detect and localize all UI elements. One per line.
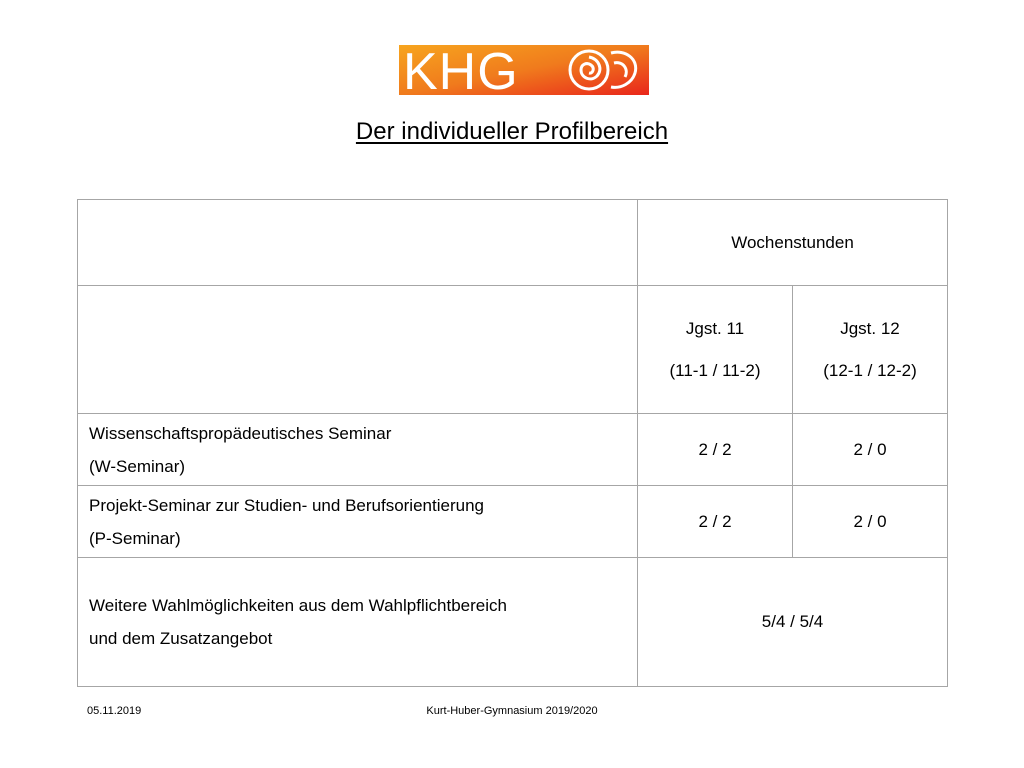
table-row-header	[78, 200, 948, 286]
row-label-line1: Projekt-Seminar zur Studien- und Berufsorientierung	[89, 495, 484, 515]
empty-cell	[78, 200, 638, 286]
jgst-11-value: 2 / 2	[638, 486, 793, 558]
combined-value: 5/4 / 5/4	[638, 558, 948, 687]
empty-cell	[78, 286, 638, 414]
profile-table	[77, 199, 948, 687]
jgst-12-sub: (12-1 / 12-2)	[823, 360, 917, 380]
page-title: Der individueller Profilbereich	[355, 118, 669, 145]
jgst-11-label: Jgst. 11	[685, 318, 745, 338]
khg-logo-graphic	[399, 45, 649, 95]
jgst-12-cell	[793, 286, 948, 414]
footer-date: 05.11.2019	[87, 705, 142, 717]
logo-text: KHG	[403, 45, 519, 95]
table-row-jgst	[78, 286, 948, 414]
row-label-cell	[78, 414, 638, 486]
wochenstunden-header: Wochenstunden	[638, 200, 948, 286]
row-label-cell	[78, 486, 638, 558]
row-label-line1: Wissenschaftspropädeutisches Seminar	[89, 423, 392, 443]
table-row-w-seminar	[78, 414, 948, 486]
jgst-12-value: 2 / 0	[793, 414, 948, 486]
footer-school: Kurt-Huber-Gymnasium 2019/2020	[426, 705, 598, 717]
jgst-11-sub: (11-1 / 11-2)	[669, 360, 761, 380]
table-row-weitere	[78, 558, 948, 687]
row-label-line2: und dem Zusatzangebot	[89, 629, 273, 648]
row-label-line2: (P-Seminar)	[89, 528, 181, 548]
row-label-line1: Weitere Wahlmöglichkeiten aus dem Wahlpflichtbereich	[89, 596, 507, 615]
row-label-cell	[78, 558, 638, 687]
row-label-line2: (W-Seminar)	[89, 456, 186, 476]
jgst-12-label: Jgst. 12	[840, 318, 900, 338]
school-logo	[399, 45, 649, 95]
jgst-11-cell	[638, 286, 793, 414]
jgst-12-value: 2 / 0	[793, 486, 948, 558]
table-row-p-seminar	[78, 486, 948, 558]
jgst-11-value: 2 / 2	[638, 414, 793, 486]
